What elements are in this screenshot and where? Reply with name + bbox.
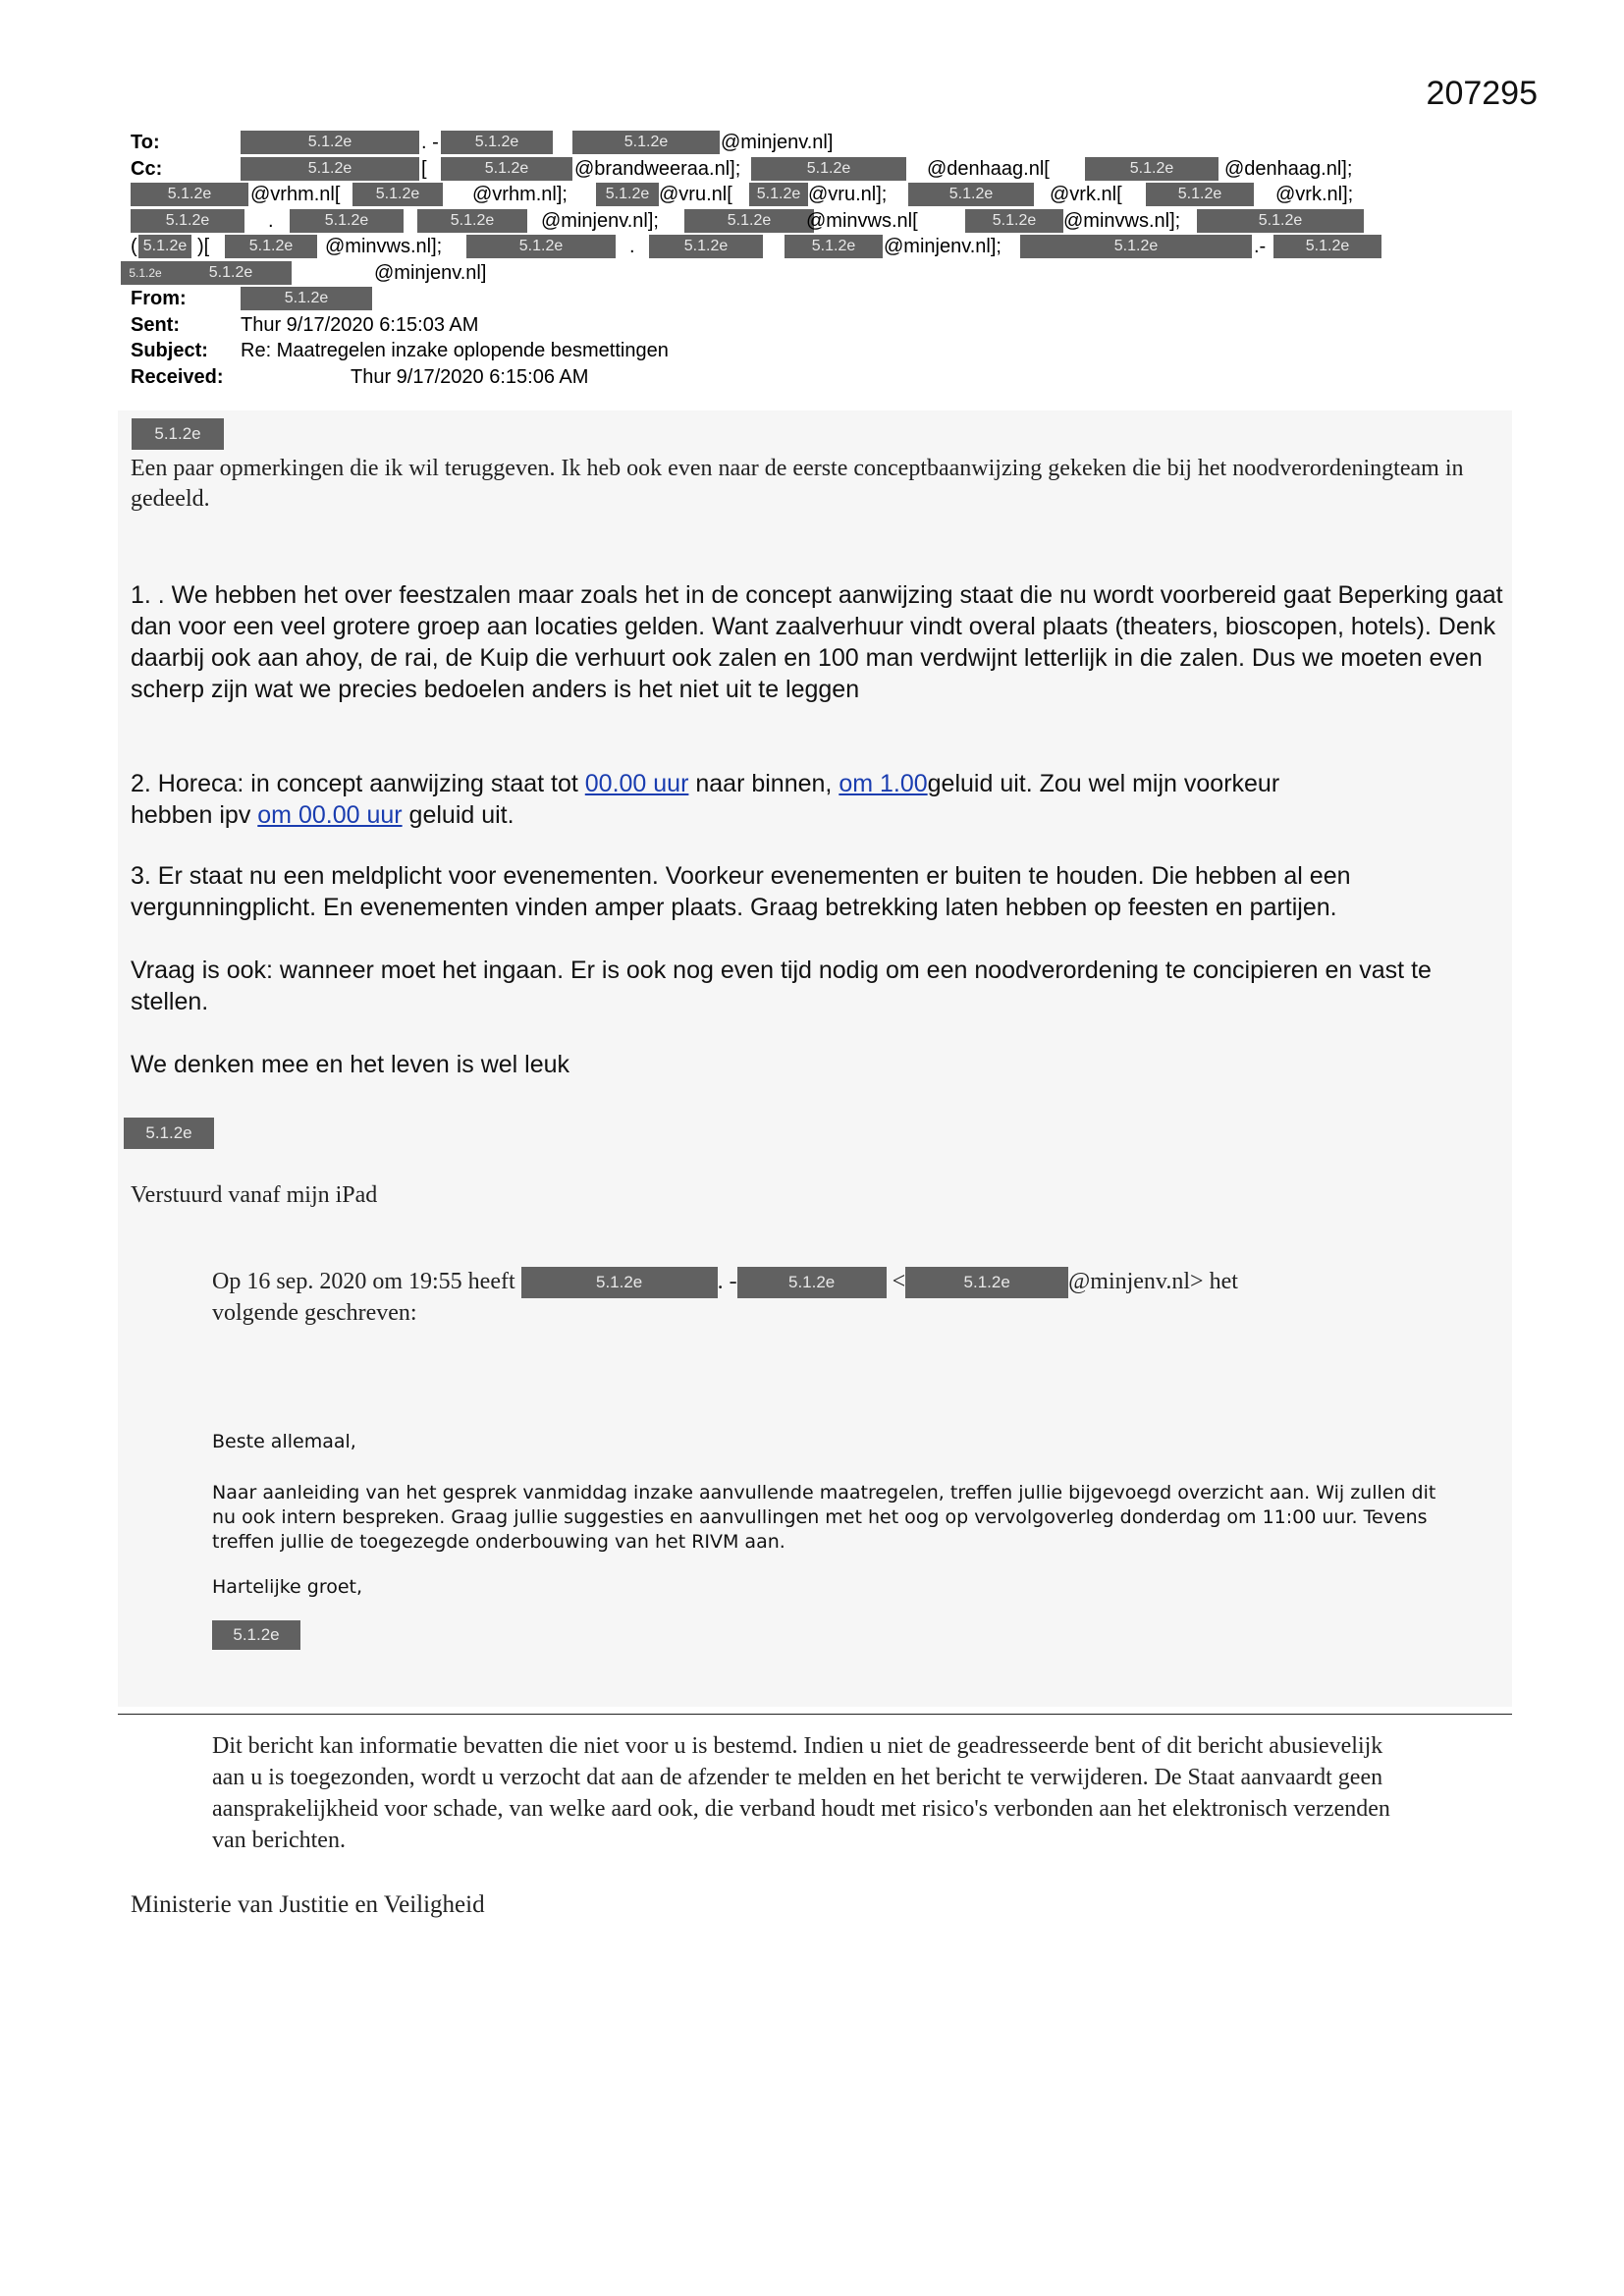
redaction: 5.1.2e — [241, 157, 419, 181]
cc-row-5 — [131, 260, 1387, 287]
header-text: @minjenv.nl] — [374, 261, 487, 284]
point-2-text: geluid uit. Zou wel mijn voorkeur — [927, 770, 1280, 797]
header-text: @minjenv.nl]; — [884, 236, 1001, 257]
redaction: 5.1.2e — [212, 1620, 300, 1650]
header-text: @vru.nl[ — [659, 184, 732, 205]
received-label: Received: — [131, 365, 224, 388]
sent-value: Thur 9/17/2020 6:15:03 AM — [241, 313, 479, 336]
received-value: Thur 9/17/2020 6:15:06 AM — [351, 365, 589, 388]
subject-value: Re: Maatregelen inzake oplopende besmettingen — [241, 340, 669, 361]
to-address: @minjenv.nl] — [721, 132, 834, 153]
from-row — [131, 286, 1387, 312]
redaction: 5.1.2e — [121, 261, 170, 285]
message-body — [118, 410, 1512, 1707]
redaction: 5.1.2e — [737, 1267, 887, 1298]
point-2-text: 2. Horeca: in concept aanwijzing staat tot — [131, 770, 585, 797]
sent-label: Sent: — [131, 313, 180, 336]
header-text: @minjenv.nl]; — [541, 209, 659, 232]
redaction: 5.1.2e — [241, 131, 419, 154]
question-paragraph: Vraag is ook: wanneer moet het ingaan. Er is ook nog even tijd nodig om een noodverordening te concipieren en vast te stellen. — [131, 957, 1432, 1015]
quote-header-text: @minjenv.nl> het — [1068, 1269, 1238, 1294]
closing-line: We denken mee en het leven is wel leuk — [131, 1051, 570, 1078]
from-label: From: — [131, 288, 187, 309]
cc-row-3 — [131, 208, 1387, 235]
redaction: 5.1.2e — [649, 235, 763, 258]
cc-row-4 — [131, 234, 1387, 260]
divider — [118, 1714, 1512, 1715]
quote-header — [212, 1267, 1449, 1329]
point-2 — [131, 768, 1505, 831]
sent-from-ipad: Verstuurd vanaf mijn iPad — [131, 1182, 378, 1208]
redaction: 5.1.2e — [908, 183, 1034, 206]
received-row — [131, 364, 1387, 391]
redaction: 5.1.2e — [965, 209, 1063, 233]
disclaimer: Dit bericht kan informatie bevatten die niet voor u is bestemd. Indien u niet de geadresseerde bent of dit bericht abusievelijk aan u is toegezonden, wordt u verzocht dat aan de afzender te melden en het bericht te verwijderen. De Staat aanvaardt geen aansprakelijkheid voor schade, van welke aard ook, die verband houdt met risico's verbonden aan het elektronisch verzenden van berichten. — [212, 1733, 1390, 1853]
header-text: @vrk.nl]; — [1275, 184, 1354, 205]
header-text: @minvws.nl]; — [1063, 209, 1181, 232]
redaction: 5.1.2e — [290, 209, 404, 233]
link-time-3[interactable]: om 00.00 uur — [257, 801, 403, 829]
header-text: @vrhm.nl]; — [472, 184, 568, 205]
to-row — [131, 130, 1387, 156]
header-text: . — [268, 209, 274, 232]
quote-paragraph: Naar aanleiding van het gesprek vanmiddag inzake aanvullende maatregelen, treffen jullie bijgevoegd overzicht aan. Wij zullen dit nu ook intern bespreken. Graag jullie suggesties en aanvullingen met het oog op vervolgoverleg donderdag om 11:00 uur. Tevens treffen jullie de toegezegde onderbouwing van het RIVM aan. — [212, 1482, 1436, 1553]
redaction: 5.1.2e — [749, 183, 808, 206]
header-text: @denhaag.nl]; — [1224, 157, 1353, 180]
subject-label: Subject: — [131, 340, 208, 361]
header-text: .- — [1254, 236, 1267, 257]
header-text: @brandweeraa.nl]; — [574, 157, 741, 180]
redaction: 5.1.2e — [441, 157, 572, 181]
redaction: 5.1.2e — [1085, 157, 1218, 181]
header-text: @denhaag.nl[ — [927, 157, 1050, 180]
redaction: 5.1.2e — [572, 131, 720, 154]
redaction: 5.1.2e — [170, 261, 292, 285]
redaction: 5.1.2e — [225, 235, 317, 258]
redaction: 5.1.2e — [466, 235, 616, 258]
document-number: 207295 — [1426, 75, 1538, 112]
sent-row — [131, 312, 1387, 339]
quote-header-text: volgende geschreven: — [212, 1300, 417, 1327]
redaction: 5.1.2e — [596, 183, 659, 206]
header-text: @vru.nl]; — [808, 184, 888, 205]
quote-greeting: Beste allemaal, — [212, 1431, 356, 1452]
redaction: 5.1.2e — [441, 131, 553, 154]
redaction: 5.1.2e — [417, 209, 527, 233]
redaction: 5.1.2e — [131, 183, 248, 206]
link-time-1[interactable]: 00.00 uur — [584, 770, 689, 797]
cc-row-1 — [131, 156, 1387, 183]
redaction: 5.1.2e — [905, 1267, 1068, 1298]
intro-paragraph: Een paar opmerkingen die ik wil teruggeven. Ik heb ook even naar de eerste conceptbaanwijzing gekeken die bij het noodverordeningteam in gedeeld. — [131, 456, 1464, 512]
redaction: 5.1.2e — [352, 183, 443, 206]
redaction: 5.1.2e — [138, 235, 191, 258]
redaction: 5.1.2e — [1273, 235, 1381, 258]
redaction: 5.1.2e — [1197, 209, 1364, 233]
point-2-text: naar binnen, — [688, 770, 839, 797]
point-1: 1. . We hebben het over feestzalen maar zoals het in de concept aanwijzing staat die nu wordt voorbereid gaat Beperking gaat dan voor een veel grotere groep aan locaties gelden. Want zaalverhuur vindt overal plaats (theaters, bioscopen, hotels). Denk daarbij ook aan ahoy, de rai, de Kuip die verhuurt ook zalen en 100 man verdwijnt letterlijk in die zalen. Dus we moeten even scherp zijn wat we precies bedoelen anders is het niet uit te leggen — [131, 581, 1503, 703]
email-header — [131, 130, 1387, 390]
header-text: @minvws.nl[ — [806, 209, 918, 232]
redaction: 5.1.2e — [1146, 183, 1254, 206]
redaction: 5.1.2e — [521, 1267, 718, 1298]
header-text: @minvws.nl]; — [325, 236, 443, 257]
cc-row-2 — [131, 182, 1387, 208]
header-text: [ — [421, 157, 427, 180]
header-text: ( — [131, 236, 137, 257]
ministry-name: Ministerie van Justitie en Veiligheid — [131, 1891, 485, 1918]
cc-label: Cc: — [131, 157, 163, 180]
quote-signoff: Hartelijke groet, — [212, 1576, 363, 1598]
redaction: 5.1.2e — [684, 209, 814, 233]
point-3: 3. Er staat nu een meldplicht voor evenementen. Voorkeur evenementen er buiten te houden. Die hebben al een vergunningplicht. En evenementen vinden amper plaats. Graag betrekking laten hebben op feesten en partijen. — [131, 862, 1351, 921]
header-text: . - — [421, 132, 439, 153]
redaction: 5.1.2e — [785, 235, 883, 258]
redaction: 5.1.2e — [131, 209, 244, 233]
redaction: 5.1.2e — [124, 1118, 214, 1149]
redaction: 5.1.2e — [241, 287, 372, 310]
quote-header-text: Op 16 sep. 2020 om 19:55 heeft — [212, 1269, 521, 1294]
quote-header-text: < — [886, 1269, 906, 1294]
to-label: To: — [131, 132, 160, 153]
point-2-text: hebben ipv — [131, 801, 258, 829]
subject-row — [131, 338, 1387, 364]
quote-header-text: . - — [717, 1269, 737, 1294]
header-text: @vrk.nl[ — [1050, 184, 1122, 205]
redaction: 5.1.2e — [132, 418, 224, 450]
header-text: @vrhm.nl[ — [250, 184, 341, 205]
point-2-text: geluid uit. — [402, 801, 514, 829]
redaction: 5.1.2e — [751, 157, 906, 181]
header-text: . — [629, 236, 635, 257]
redaction: 5.1.2e — [1020, 235, 1252, 258]
header-text: )[ — [197, 236, 210, 257]
link-time-2[interactable]: om 1.00 — [839, 770, 928, 797]
